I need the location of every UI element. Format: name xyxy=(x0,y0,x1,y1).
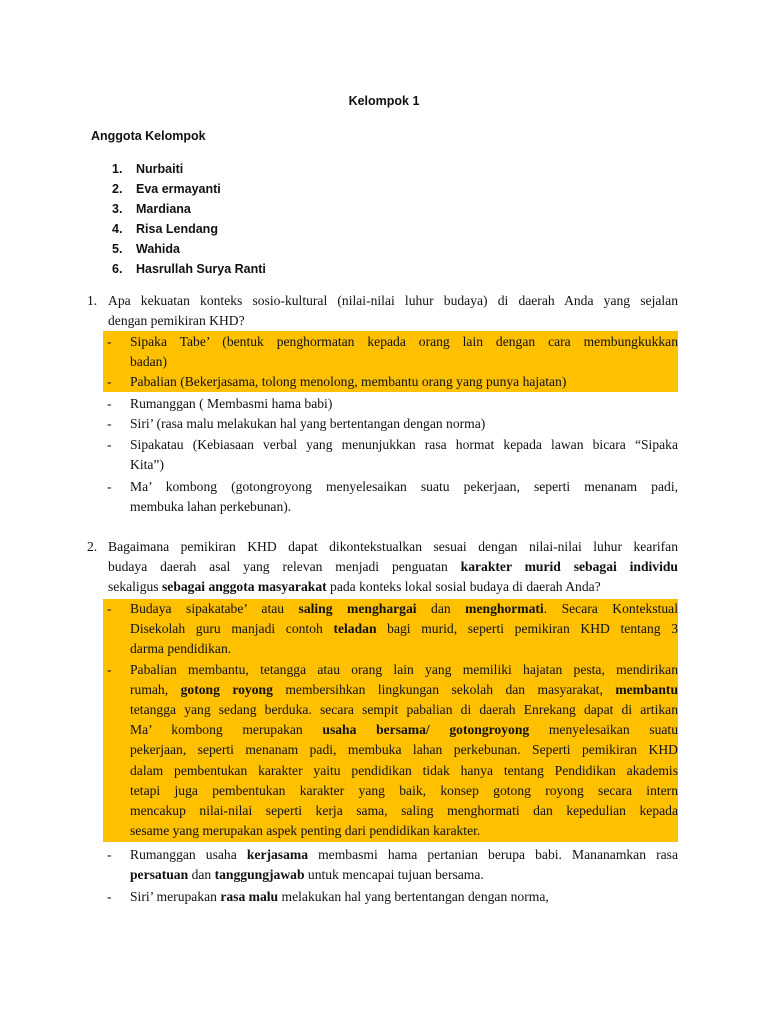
list-item xyxy=(112,159,266,179)
answer-line xyxy=(0,352,768,372)
answer-line xyxy=(0,781,768,801)
member-name: Mardiana xyxy=(136,202,191,216)
bold-run: persatuan xyxy=(130,867,189,882)
text-run: bagi murid, seperti pemikiran KHD tentang 3 xyxy=(376,621,678,636)
answer-text: Kita”) xyxy=(130,457,164,472)
answer-line xyxy=(0,740,768,760)
bold-run: rasa malu xyxy=(220,889,279,904)
members-list xyxy=(112,159,266,279)
member-name: Eva ermayanti xyxy=(136,182,221,196)
answer-line xyxy=(0,761,768,781)
answer-text xyxy=(130,887,549,907)
question-text: Apa kekuatan konteks sosio-kultural (nilai-nilai luhur budaya) di daerah Anda yang sejalan xyxy=(108,293,678,308)
answer-line xyxy=(0,435,768,455)
answer-text: tetapi juga pembentukan karakter yang baik, konsep gotong royong secara intern xyxy=(130,783,678,798)
text-run: sekaligus xyxy=(108,579,162,594)
question-number: 2. xyxy=(87,539,98,554)
bullet-marker: - xyxy=(107,437,112,452)
text-run: Rumanggan usaha xyxy=(130,847,247,862)
answer-text: Sipaka Tabe’ (bentuk penghormatan kepada orang lain dengan cara membungkukkan xyxy=(130,334,678,349)
answer-text: Sipakatau (Kebiasaan verbal yang menunjukkan rasa hormat kepada lawan bicara “Sipaka xyxy=(130,437,678,452)
answer-text xyxy=(130,720,678,740)
answer-line xyxy=(0,865,768,885)
answer-line xyxy=(0,887,768,907)
bold-run: kerjasama xyxy=(246,847,309,862)
question-2-line xyxy=(0,557,768,577)
members-heading: Anggota Kelompok xyxy=(91,129,206,143)
answer-text: darma pendidikan. xyxy=(130,641,232,656)
answer-line xyxy=(0,720,768,740)
answer-line xyxy=(0,660,768,680)
bold-run: saling menghargai xyxy=(298,601,417,616)
text-run: Ma’ kombong merupakan xyxy=(130,722,323,737)
answer-text: Pabalian membantu, tetangga atau orang lain yang memiliki hajatan pesta, mendirikan xyxy=(130,662,678,677)
answer-text: badan) xyxy=(130,354,167,369)
list-item xyxy=(112,259,266,279)
text-run: melakukan hal yang bertentangan dengan norma, xyxy=(278,889,549,904)
answer-line xyxy=(0,801,768,821)
answer-text: membuka lahan perkebunan). xyxy=(130,499,292,514)
answer-text: dalam pembentukan karakter yaitu pendidikan tidak hanya tentang Pendidikan akademis xyxy=(130,763,678,778)
answer-text xyxy=(130,599,678,619)
list-number: 3. xyxy=(112,202,123,216)
answer-line xyxy=(0,414,768,434)
answer-line xyxy=(0,497,768,517)
question-number: 1. xyxy=(87,293,98,308)
text-run: Budaya sipakatabe’ atau xyxy=(130,601,299,616)
list-number: 5. xyxy=(112,242,123,256)
answer-line xyxy=(0,680,768,700)
answer-line xyxy=(0,599,768,619)
list-number: 6. xyxy=(112,262,123,276)
answer-line xyxy=(0,845,768,865)
text-run: membasmi hama pertanian berupa babi. Mananamkan rasa xyxy=(308,847,678,862)
answer-text: mencakup nilai-nilai seperti kerja sama, saling menghormati dan kepedulian kepada xyxy=(130,803,678,818)
text-run: pada konteks lokal sosial budaya di daerah Anda? xyxy=(326,579,601,594)
answer-line xyxy=(0,372,768,392)
list-item xyxy=(112,179,266,199)
text-run: dan xyxy=(188,867,215,882)
bold-run: karakter murid sebagai individu xyxy=(460,559,678,574)
list-item xyxy=(112,239,266,259)
bold-run: teladan xyxy=(333,621,377,636)
question-text xyxy=(108,577,601,597)
text-run: budaya daerah asal yang relevan menjadi penguatan xyxy=(108,559,461,574)
answer-line xyxy=(0,477,768,497)
question-text: Bagaimana pemikiran KHD dapat dikontekstualkan sesuai dengan nilai-nilai luhur kearifan xyxy=(108,539,678,554)
bold-run: gotong royong xyxy=(180,682,273,697)
bold-run: sebagai anggota masyarakat xyxy=(162,579,327,594)
answer-text: tetangga yang sedang berduka. secara sempit pabalian di daerah Enrekang dapat di artikan xyxy=(130,702,678,717)
answer-line xyxy=(0,700,768,720)
bold-run: menghormati xyxy=(465,601,544,616)
question-1-line xyxy=(0,291,768,311)
answer-line xyxy=(0,394,768,414)
bullet-marker: - xyxy=(107,374,112,389)
text-run: Siri’ merupakan xyxy=(130,889,221,904)
answer-text xyxy=(130,845,678,865)
text-run: untuk mencapai tujuan bersama. xyxy=(304,867,484,882)
text-run: menyelesaikan suatu xyxy=(529,722,679,737)
bullet-marker: - xyxy=(107,601,112,616)
answer-line xyxy=(0,619,768,639)
bullet-marker: - xyxy=(107,889,112,904)
answer-text xyxy=(130,619,678,639)
answer-line xyxy=(0,821,768,841)
bullet-marker: - xyxy=(107,416,112,431)
text-run: membersihkan lingkungan sekolah dan masyarakat, xyxy=(272,682,616,697)
question-text xyxy=(108,557,678,577)
answer-text: Rumanggan ( Membasmi hama babi) xyxy=(130,396,333,411)
answer-text: Siri’ (rasa malu melakukan hal yang bertentangan dengan norma) xyxy=(130,416,486,431)
bullet-marker: - xyxy=(107,847,112,862)
answer-line xyxy=(0,455,768,475)
bullet-marker: - xyxy=(107,479,112,494)
answer-line xyxy=(0,332,768,352)
answer-text xyxy=(130,680,678,700)
answer-text xyxy=(130,865,484,885)
question-2-line xyxy=(0,577,768,597)
text-run: rumah, xyxy=(130,682,181,697)
bullet-marker: - xyxy=(107,662,112,677)
member-name: Wahida xyxy=(136,242,180,256)
list-number: 1. xyxy=(112,162,123,176)
member-name: Nurbaiti xyxy=(136,162,184,176)
text-run: dan xyxy=(416,601,466,616)
list-number: 2. xyxy=(112,182,123,196)
bold-run: tanggungjawab xyxy=(214,867,305,882)
list-item xyxy=(112,219,266,239)
bold-run: usaha bersama/ gotongroyong xyxy=(322,722,530,737)
text-run: . Secara Kontekstual xyxy=(543,601,678,616)
text-run: Disekolah guru manjadi contoh xyxy=(130,621,334,636)
answer-text: Ma’ kombong (gotongroyong menyelesaikan suatu pekerjaan, seperti menanam padi, xyxy=(130,479,678,494)
answer-text: Pabalian (Bekerjasama, tolong menolong, membantu orang yang punya hajatan) xyxy=(130,374,567,389)
list-number: 4. xyxy=(112,222,123,236)
answer-line xyxy=(0,639,768,659)
question-text: dengan pemikiran KHD? xyxy=(108,313,245,328)
question-1-line xyxy=(0,311,768,331)
bullet-marker: - xyxy=(107,334,112,349)
question-2-line xyxy=(0,537,768,557)
answer-text: sesame yang merupakan aspek penting dari pendidikan karakter. xyxy=(130,823,481,838)
answer-text: pekerjaan, seperti menanam padi, membuka lahan perkebunan. Seperti pemikiran KHD xyxy=(130,742,678,757)
bullet-marker: - xyxy=(107,396,112,411)
member-name: Hasrullah Surya Ranti xyxy=(136,262,266,276)
list-item xyxy=(112,199,266,219)
member-name: Risa Lendang xyxy=(136,222,218,236)
document-title: Kelompok 1 xyxy=(348,94,420,108)
bold-run: membantu xyxy=(615,682,678,697)
